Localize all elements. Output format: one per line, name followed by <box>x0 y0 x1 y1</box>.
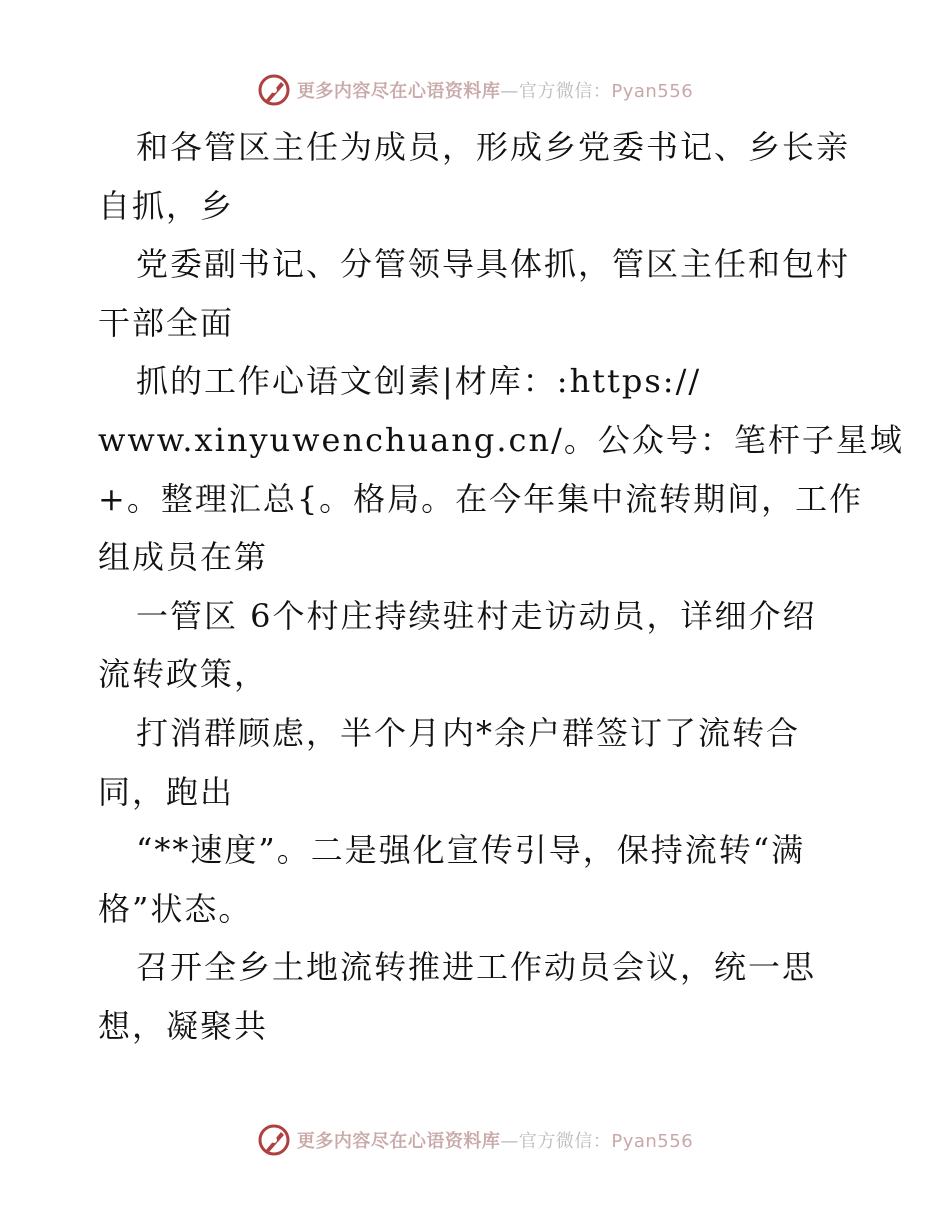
pen-logo-icon <box>257 73 291 107</box>
pen-logo-icon <box>257 1123 291 1157</box>
document-body <box>98 118 904 1056</box>
text-line: 召开全乡土地流转推进工作动员会议，统一思 <box>136 948 817 987</box>
text-line: 一管区 6个村庄持续驻村走访动员，详细介绍 <box>136 596 817 635</box>
text-line: www.xinyuwenchuang.cn/。公众号：笔杆子星域 <box>98 420 904 459</box>
text-line: +。整理汇总{。格局。在今年集中流转期间，工作 <box>98 479 864 518</box>
watermark-main: 更多内容尽在心语资料库 <box>296 1131 501 1152</box>
watermark-id: Pyan556 <box>611 1131 694 1152</box>
watermark-text <box>297 77 693 103</box>
text-line: 想，凝聚共 <box>98 1006 269 1045</box>
watermark-label: 官方微信： <box>518 1131 612 1152</box>
text-line: 党委副书记、分管领导具体抓，管区主任和包村 <box>136 245 851 284</box>
watermark-id: Pyan556 <box>611 81 694 102</box>
watermark-separator: — <box>500 1131 519 1152</box>
page-footer-watermark <box>0 1120 950 1160</box>
text-line: 组成员在第 <box>98 538 269 577</box>
text-line: “**速度”。二是强化宣传引导，保持流转“满 <box>136 831 806 870</box>
text-line: 干部全面 <box>98 303 235 342</box>
text-line: 抓的工作心语文创素|材库：:https:// <box>136 362 702 401</box>
watermark-main: 更多内容尽在心语资料库 <box>296 81 501 102</box>
text-line: 流转政策， <box>98 655 269 694</box>
text-line: 同，跑出 <box>98 772 235 811</box>
text-line: 格”状态。 <box>98 889 253 928</box>
watermark-text <box>297 1127 693 1153</box>
page-header-watermark <box>0 70 950 110</box>
text-line: 自抓，乡 <box>98 186 235 225</box>
text-line: 和各管区主任为成员，形成乡党委书记、乡长亲 <box>136 128 851 166</box>
watermark-label: 官方微信： <box>518 81 612 102</box>
watermark-separator: — <box>500 81 519 102</box>
text-line: 打消群顾虑，半个月内*余户群签订了流转合 <box>136 713 801 752</box>
